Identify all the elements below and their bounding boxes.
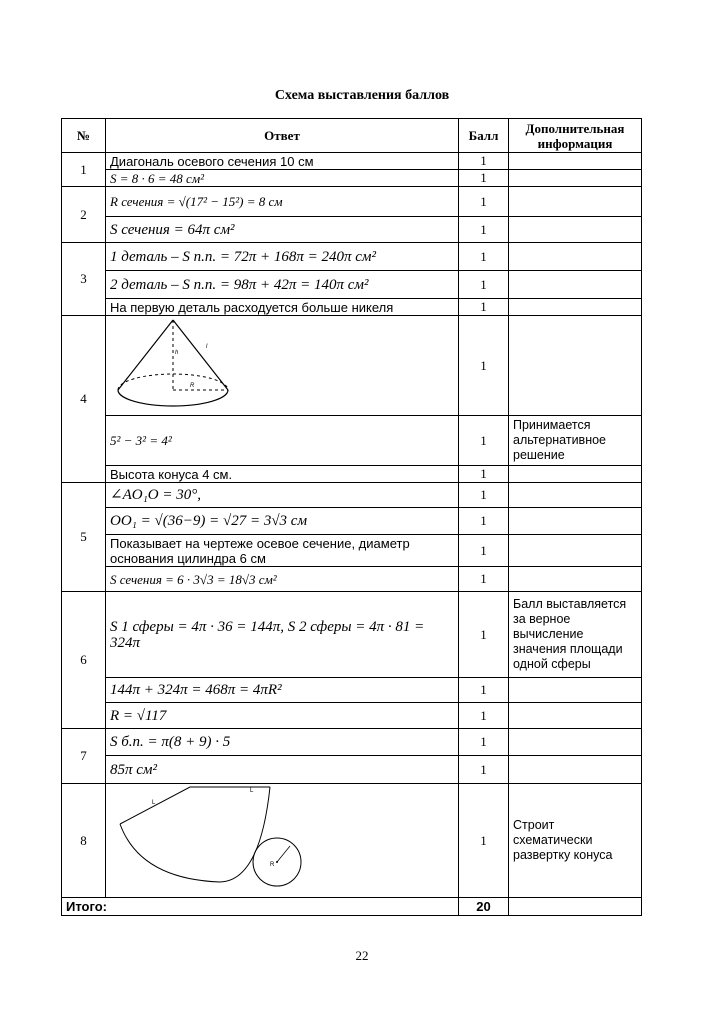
formula: S б.п. = π(8 + 9) · 5 bbox=[110, 734, 231, 750]
cone-height-label: h bbox=[175, 350, 179, 356]
points-cell: 1 bbox=[459, 756, 509, 784]
info-cell bbox=[509, 703, 642, 729]
answer-cell bbox=[106, 243, 459, 271]
points-cell: 1 bbox=[459, 271, 509, 299]
total-label: Итого: bbox=[62, 898, 459, 916]
info-cell bbox=[509, 483, 642, 508]
points-cell: 1 bbox=[459, 217, 509, 243]
points-cell: 1 bbox=[459, 170, 509, 187]
info-cell bbox=[509, 567, 642, 592]
table-row bbox=[62, 153, 642, 170]
table-row bbox=[62, 567, 642, 592]
points-cell: 1 bbox=[459, 535, 509, 567]
page-title: Схема выставления баллов bbox=[274, 88, 450, 103]
table-row bbox=[62, 508, 642, 535]
table-row bbox=[62, 703, 642, 729]
points-cell: 1 bbox=[459, 703, 509, 729]
header-answer: Ответ bbox=[106, 119, 459, 153]
formula: S сечения = 6 · 3√3 = 18√3 см² bbox=[110, 571, 277, 587]
table-row bbox=[62, 592, 642, 678]
formula: S 1 сферы = 4π · 36 = 144π, S 2 сферы = 4π · 81 = 324π bbox=[110, 618, 425, 651]
formula: S сечения = 64π см² bbox=[110, 221, 235, 238]
points-cell: 1 bbox=[459, 187, 509, 217]
net-side-label: L bbox=[152, 800, 156, 806]
answer-cell bbox=[106, 217, 459, 243]
header-points: Балл bbox=[459, 119, 509, 153]
points-cell: 1 bbox=[459, 483, 509, 508]
formula: OO₁ = √(36−9) = √27 = 3√3 см bbox=[110, 513, 308, 529]
net-top-arc-label: L bbox=[250, 788, 254, 794]
points-cell: 1 bbox=[459, 243, 509, 271]
page-number: 22 bbox=[355, 948, 369, 963]
points-cell: 1 bbox=[459, 508, 509, 535]
formula: 2 деталь – S п.п. = 98π + 42π = 140π см² bbox=[110, 276, 369, 293]
task-number: 7 bbox=[62, 729, 106, 784]
formula: 144π + 324π = 468π = 4πR² bbox=[110, 682, 282, 698]
answer-cell: На первую деталь расходуется больше никеля bbox=[106, 299, 459, 316]
info-cell bbox=[509, 898, 642, 916]
table-row bbox=[62, 170, 642, 187]
answer-cell bbox=[106, 756, 459, 784]
answer-cell bbox=[106, 784, 459, 898]
points-cell: 1 bbox=[459, 299, 509, 316]
answer-cell: Диагональ осевого сечения 10 см bbox=[106, 153, 459, 170]
info-cell bbox=[509, 299, 642, 316]
formula: 85π см² bbox=[110, 761, 157, 778]
answer-cell bbox=[106, 703, 459, 729]
info-cell bbox=[509, 170, 642, 187]
points-cell: 1 bbox=[459, 678, 509, 703]
table-row bbox=[62, 316, 642, 416]
points-cell: 1 bbox=[459, 466, 509, 483]
net-radius-label: R bbox=[270, 862, 275, 868]
table-row bbox=[62, 243, 642, 271]
answer-cell bbox=[106, 567, 459, 592]
info-cell bbox=[509, 153, 642, 170]
table-row bbox=[62, 466, 642, 483]
answer-cell: Показывает на чертеже осевое сечение, диаметр основания цилиндра 6 см bbox=[106, 535, 459, 567]
points-cell: 1 bbox=[459, 316, 509, 416]
info-cell bbox=[509, 756, 642, 784]
info-cell: Балл выставляется за верное вычисление значения площади одной сферы bbox=[509, 592, 642, 678]
answer-cell bbox=[106, 729, 459, 756]
points-cell: 1 bbox=[459, 592, 509, 678]
task-number: 8 bbox=[62, 784, 106, 898]
info-cell: Принимается альтернативное решение bbox=[509, 416, 642, 466]
task-number: 3 bbox=[62, 243, 106, 316]
answer-cell bbox=[106, 508, 459, 535]
table-row bbox=[62, 217, 642, 243]
total-row bbox=[62, 898, 642, 916]
formula: R = √117 bbox=[110, 707, 167, 724]
info-cell bbox=[509, 729, 642, 756]
points-cell: 1 bbox=[459, 153, 509, 170]
points-cell: 1 bbox=[459, 567, 509, 592]
table-row bbox=[62, 483, 642, 508]
table-row bbox=[62, 756, 642, 784]
task-number: 6 bbox=[62, 592, 106, 729]
answer-cell bbox=[106, 170, 459, 187]
table-row bbox=[62, 729, 642, 756]
table-row bbox=[62, 535, 642, 567]
table-row bbox=[62, 784, 642, 898]
task-number: 4 bbox=[62, 316, 106, 483]
cone-diagram bbox=[110, 316, 240, 412]
info-cell bbox=[509, 243, 642, 271]
formula: ∠AO₁O = 30°, bbox=[110, 487, 201, 503]
table-row bbox=[62, 416, 642, 466]
header-num: № bbox=[62, 119, 106, 153]
table-header-row bbox=[62, 119, 642, 153]
info-cell bbox=[509, 678, 642, 703]
task-number: 1 bbox=[62, 153, 106, 187]
task-number: 5 bbox=[62, 483, 106, 592]
info-cell bbox=[509, 187, 642, 217]
total-points: 20 bbox=[459, 898, 509, 916]
points-cell: 1 bbox=[459, 729, 509, 756]
answer-cell bbox=[106, 678, 459, 703]
answer-cell bbox=[106, 271, 459, 299]
answer-cell bbox=[106, 187, 459, 217]
cone-radius-label: R bbox=[190, 383, 195, 389]
info-cell bbox=[509, 316, 642, 416]
answer-cell: Высота конуса 4 см. bbox=[106, 466, 459, 483]
info-cell bbox=[509, 508, 642, 535]
info-cell bbox=[509, 466, 642, 483]
formula: 1 деталь – S п.п. = 72π + 168π = 240π см² bbox=[110, 248, 377, 265]
scoring-table bbox=[61, 118, 642, 916]
header-info: Дополнительная информация bbox=[509, 119, 642, 153]
points-cell: 1 bbox=[459, 784, 509, 898]
formula: 5² − 3² = 4² bbox=[110, 433, 172, 448]
table-row bbox=[62, 678, 642, 703]
points-cell: 1 bbox=[459, 416, 509, 466]
cone-net-diagram bbox=[110, 784, 310, 894]
formula: S = 8 · 6 = 48 см² bbox=[110, 170, 205, 186]
task-number: 2 bbox=[62, 187, 106, 243]
info-cell bbox=[509, 271, 642, 299]
info-cell bbox=[509, 217, 642, 243]
answer-cell bbox=[106, 316, 459, 416]
answer-cell bbox=[106, 483, 459, 508]
table-row bbox=[62, 187, 642, 217]
answer-cell bbox=[106, 592, 459, 678]
answer-cell bbox=[106, 416, 459, 466]
info-cell bbox=[509, 535, 642, 567]
formula: R сечения = √(17² − 15²) = 8 см bbox=[110, 194, 283, 209]
table-row bbox=[62, 299, 642, 316]
cone-slant-label: l bbox=[206, 344, 208, 350]
info-cell: Строит схематически развертку конуса bbox=[509, 784, 642, 898]
table-row bbox=[62, 271, 642, 299]
